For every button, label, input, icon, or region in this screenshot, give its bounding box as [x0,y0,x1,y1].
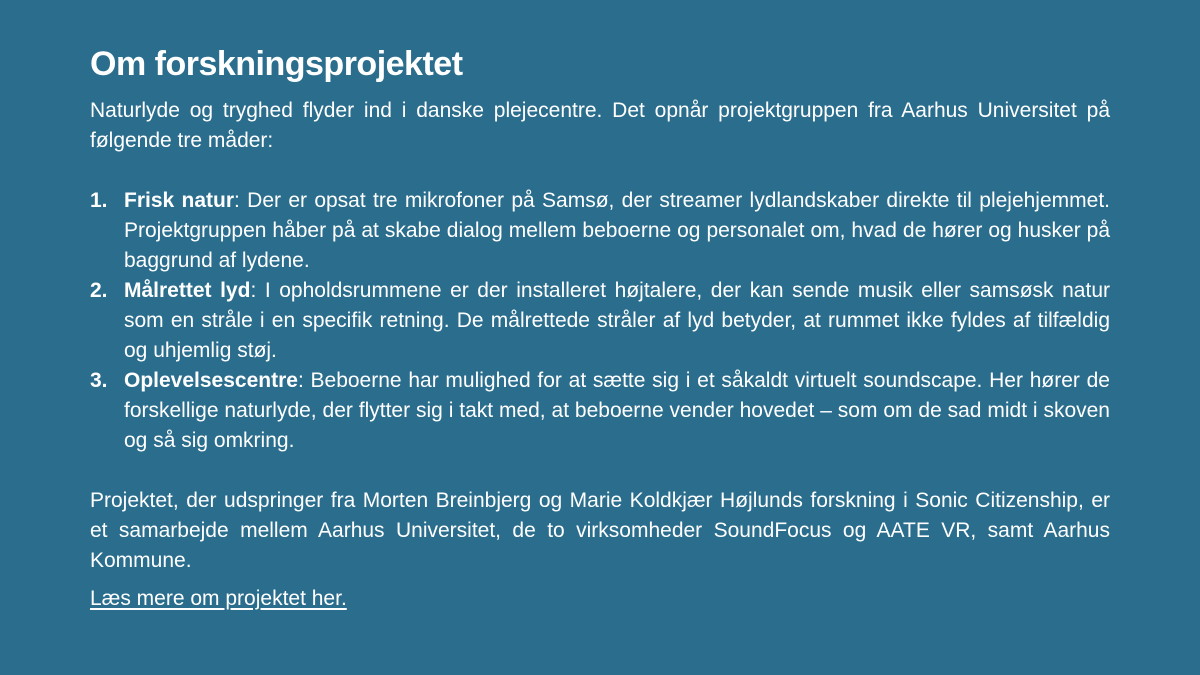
section-title: Om forskningsprojektet [90,45,463,83]
list-item-term: Oplevelsescentre [124,369,298,392]
list-item-text: : I opholdsrummene er der installeret højtalere, der kan sende musik eller samsøsk natur som en stråle i en specifik retning. De målrettede stråler af lyd betyder, at rummet ikke fyldes af tilfældig og uhjemlig støj. [124,279,1110,362]
list-number: 3. [90,369,108,392]
list-item-term: Målrettet lyd [124,279,251,302]
list-item-term: Frisk natur [124,189,235,212]
intro-paragraph: Naturlyde og tryghed flyder ind i danske plejecentre. Det opnår projektgruppen fra Aarhus Universitet på følgende tre måder: [90,99,1110,152]
list-item-targeted-sound [90,276,1110,366]
list-number: 1. [90,189,108,212]
list-item-experience-centres [90,366,1110,456]
list-item-fresh-nature [90,186,1110,276]
list-number: 2. [90,279,108,302]
outro-paragraph: Projektet, der udspringer fra Morten Breinbjerg og Marie Koldkjær Højlunds forskning i Sonic Citizenship, er et samarbejde mellem Aarhus Universitet, de to virksomheder SoundFocus og AATE VR, samt Aarhus Kommune. [90,489,1110,572]
list-item-text: : Beboerne har mulighed for at sætte sig i et såkaldt virtuelt soundscape. Her hører de forskellige naturlyde, der flytter sig i takt med, at beboerne vender hovedet – som om de sad midt i skoven og så sig omkring. [124,369,1110,452]
research-project-section [90,42,1110,614]
read-more-link[interactable]: Læs mere om projektet her. [90,587,347,610]
method-list [90,186,1110,456]
list-item-text: : Der er opsat tre mikrofoner på Samsø, der streamer lydlandskaber direkte til plejehjemmet. Projektgruppen håber på at skabe dialog mellem beboerne og personalet om, hvad de hører og husker på baggrund af lydene. [124,189,1110,272]
